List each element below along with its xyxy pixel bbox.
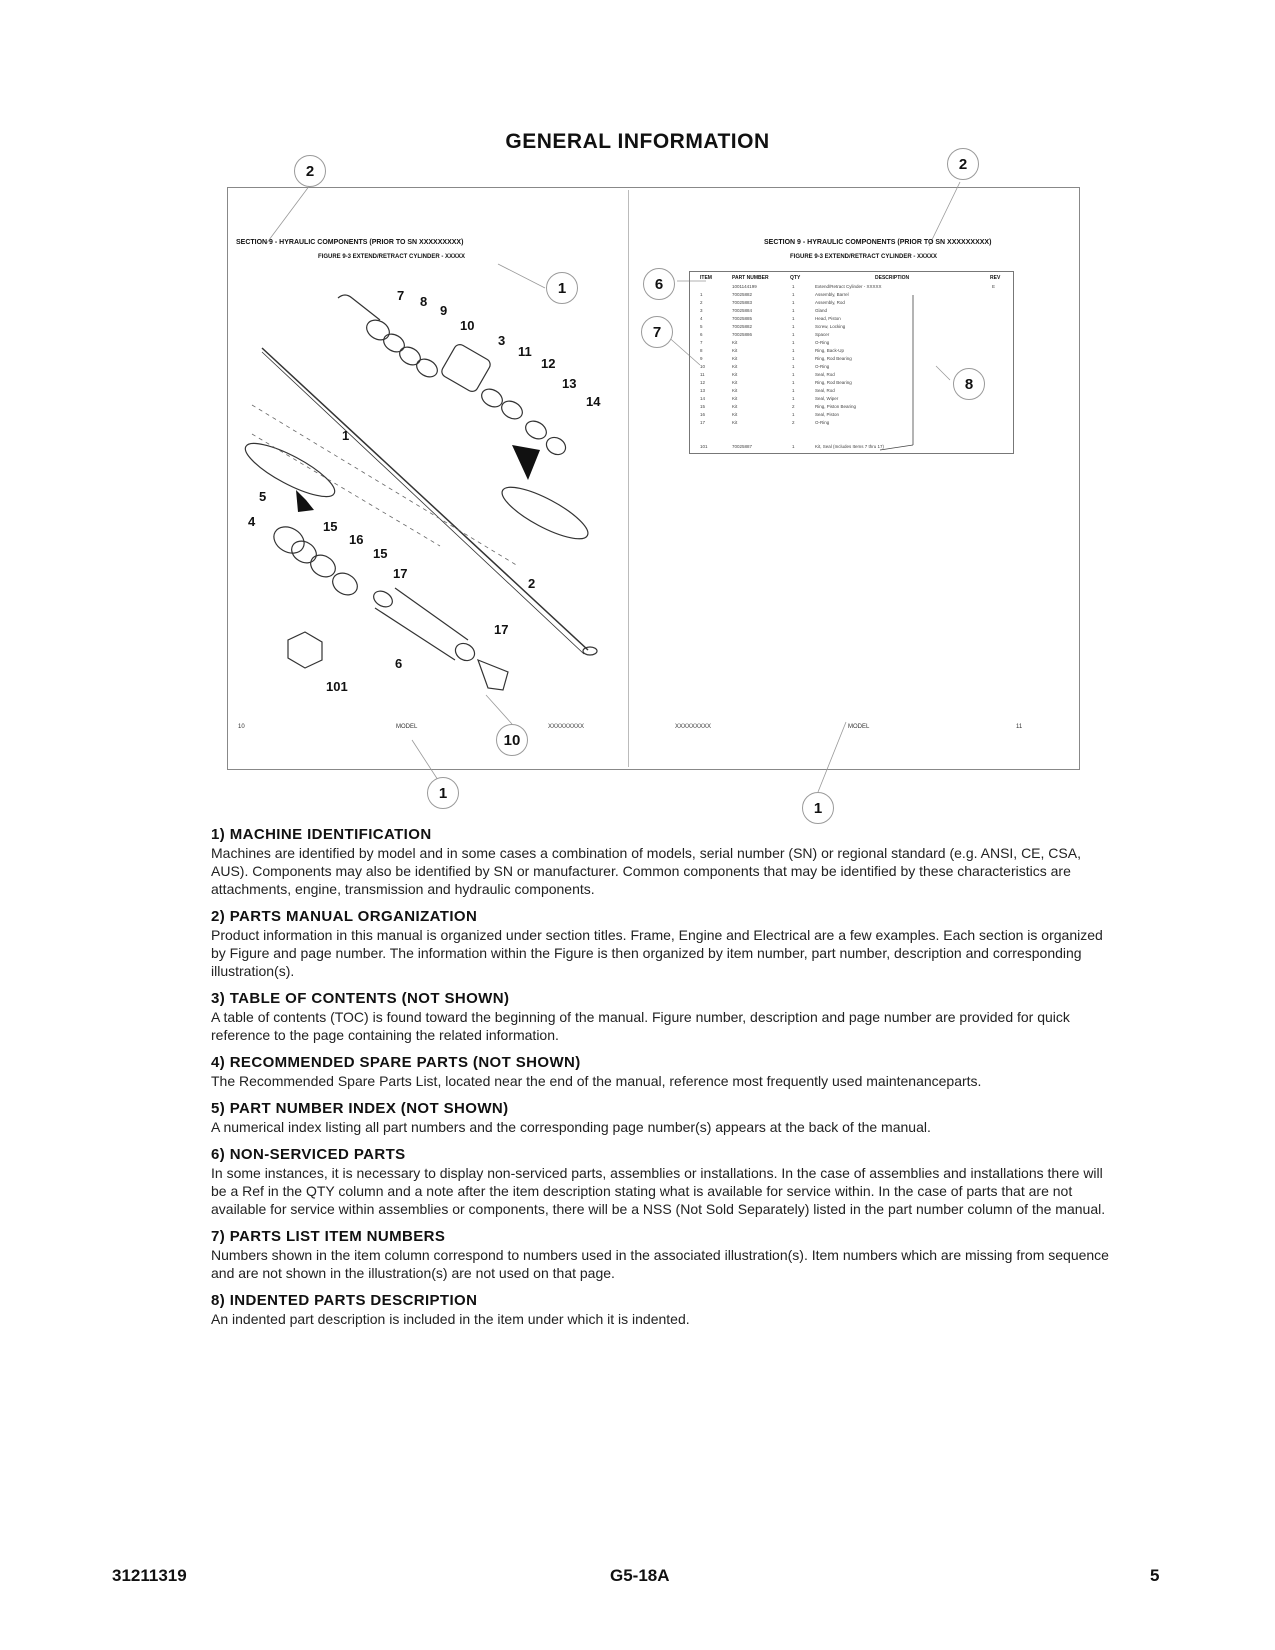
table-cell: 5 <box>700 324 703 329</box>
table-cell: Ring, Rod Bearing <box>815 356 852 361</box>
table-cell: 9 <box>700 356 703 361</box>
table-cell: 6 <box>700 332 703 337</box>
section-parts-list-item-numbers <box>211 1228 1111 1282</box>
section-heading: 1) MACHINE IDENTIFICATION <box>211 826 432 843</box>
table-cell: 14 <box>700 396 706 401</box>
table-cell: 1 <box>792 292 795 297</box>
right-footer-code: XXXXXXXXX <box>675 724 712 730</box>
table-cell: Kit <box>732 412 738 417</box>
table-cell: Screw, Locking <box>815 324 846 329</box>
section-body: In some instances, it is necessary to display non-serviced parts, assemblies or installations. In the case of assemblies and installations there will be a Ref in the QTY column and a note after the item description stating what is available for service within. In the case of parts that are not available for service within assemblies or components, there will be a NSS (Not Sold Separately) listed in the part number column of the manual. <box>211 1165 1106 1217</box>
table-cell: 1 <box>792 348 795 353</box>
table-cell: 70025886 <box>732 332 753 337</box>
item-number: 3 <box>498 333 506 348</box>
item-number: 6 <box>395 656 403 671</box>
section-table-of-contents <box>211 990 1111 1044</box>
section-body: Machines are identified by model and in some cases a combination of models, serial number (SN) or regional standard (e.g. ANSI, CE, CSA, AUS). Components may also be identified by SN or manufacturer. Common components that may be identified by these characteristics are attachments, engine, transmission and hydraulic components. <box>211 845 1081 897</box>
parts-list-table <box>689 271 1014 454</box>
footer-doc-number: 31211319 <box>112 1566 187 1585</box>
section-body: A table of contents (TOC) is found toward the beginning of the manual. Figure number, description and page number are provided for quick reference to the page containing the related information. <box>211 1009 1070 1043</box>
item-number: 9 <box>440 303 448 318</box>
table-cell: O-Ring <box>815 340 830 345</box>
footer-model: G5-18A <box>610 1566 670 1585</box>
section-parts-manual-organization <box>211 908 1111 980</box>
table-cell: 15 <box>700 404 706 409</box>
table-cell: Assembly, Barrel <box>815 292 849 297</box>
table-header-rev: REV <box>990 275 1001 281</box>
table-cell: Ring, Piston Bearing <box>815 404 857 409</box>
callout-bubble: 2 <box>947 148 979 180</box>
table-cell: Seal, Wiper <box>815 396 839 401</box>
table-cell: Kit <box>732 420 738 425</box>
item-number: 5 <box>259 489 267 504</box>
table-cell: 70025884 <box>732 308 753 313</box>
section-heading: 6) NON-SERVICED PARTS <box>211 1146 406 1163</box>
table-cell: 101 <box>700 444 708 449</box>
item-number: 4 <box>248 514 256 529</box>
table-cell: Head, Piston <box>815 316 841 321</box>
table-cell: 11 <box>700 372 705 377</box>
section-body: Numbers shown in the item column correspond to numbers used in the associated illustration(s). Item numbers which are missing from sequence and are not shown in the illustration(s) are not used on that page. <box>211 1247 1109 1281</box>
table-cell: Seal, Piston <box>815 412 840 417</box>
table-cell: 1 <box>792 340 795 345</box>
table-cell: 2 <box>700 300 703 305</box>
table-cell: 7 <box>700 340 703 345</box>
section-heading: 5) PART NUMBER INDEX (NOT SHOWN) <box>211 1100 509 1117</box>
item-number: 13 <box>562 376 577 391</box>
item-number: 101 <box>326 679 348 694</box>
table-cell: 70025885 <box>732 316 753 321</box>
right-footer-page: 11 <box>1016 724 1023 730</box>
item-number: 2 <box>528 576 536 591</box>
table-cell: Seal, Rod <box>815 372 835 377</box>
section-heading: 7) PARTS LIST ITEM NUMBERS <box>211 1228 446 1245</box>
item-number: 15 <box>373 546 388 561</box>
callout-bubble: 8 <box>953 368 985 400</box>
table-cell: 70025882 <box>732 292 753 297</box>
table-cell: Spacer <box>815 332 830 337</box>
table-cell: Kit <box>732 340 738 345</box>
table-cell: 4 <box>700 316 703 321</box>
table-cell: 1 <box>792 324 795 329</box>
left-footer-code: XXXXXXXXX <box>548 724 585 730</box>
footer-page-number: 5 <box>1150 1566 1160 1585</box>
callout-bubble: 7 <box>641 316 673 348</box>
table-cell: Extend/Retract Cylinder - XXXXX <box>815 284 882 289</box>
item-number: 10 <box>460 318 475 333</box>
item-number: 17 <box>494 622 509 637</box>
section-heading: 8) INDENTED PARTS DESCRIPTION <box>211 1292 478 1309</box>
section-machine-identification <box>211 826 1111 898</box>
section-heading: 2) PARTS MANUAL ORGANIZATION <box>211 908 478 925</box>
item-number: 11 <box>518 344 532 359</box>
callout-bubble: 1 <box>546 272 578 304</box>
left-section-title: SECTION 9 - HYRAULIC COMPONENTS (PRIOR TO SN XXXXXXXXX) <box>236 239 464 246</box>
table-cell: 1 <box>700 292 703 297</box>
right-section-title: SECTION 9 - HYRAULIC COMPONENTS (PRIOR TO SN XXXXXXXXX) <box>764 239 992 246</box>
table-cell: 1 <box>792 364 795 369</box>
table-cell: 12 <box>700 380 706 385</box>
table-cell: 1001144199 <box>732 284 757 289</box>
table-cell: 1 <box>792 444 795 449</box>
section-body: An indented part description is included in the item under which it is indented. <box>211 1311 690 1327</box>
left-footer-page: 10 <box>238 724 245 730</box>
table-cell: 1 <box>792 284 795 289</box>
table-cell: Seal, Rod <box>815 388 835 393</box>
section-indented-parts-description <box>211 1292 1111 1328</box>
section-body: Product information in this manual is organized under section titles. Frame, Engine and Electrical are a few examples. Each section is organized by Figure and page number. The information within the Figure is then organized by item number, part number, description and corresponding illustration(s). <box>211 927 1103 979</box>
section-heading: 3) TABLE OF CONTENTS (NOT SHOWN) <box>211 990 510 1007</box>
item-number: 7 <box>397 288 405 303</box>
table-header-item: ITEM <box>700 275 712 281</box>
table-cell: 70025883 <box>732 300 753 305</box>
table-cell: 8 <box>700 348 703 353</box>
table-cell: Kit <box>732 356 738 361</box>
info-sections <box>211 826 1111 1338</box>
callout-bubble: 2 <box>294 155 326 187</box>
table-cell: Kit <box>732 372 738 377</box>
table-cell: Kit <box>732 388 738 393</box>
table-cell: Ring, Back-Up <box>815 348 845 353</box>
right-footer-model: MODEL <box>848 724 870 730</box>
table-header-part-number: PART NUMBER <box>732 275 769 281</box>
table-cell: 17 <box>700 420 706 425</box>
table-cell: 1 <box>792 412 795 417</box>
table-cell: 70025882 <box>732 324 753 329</box>
table-cell: E <box>992 284 996 289</box>
table-cell: 1 <box>792 316 795 321</box>
table-cell: 1 <box>792 308 795 313</box>
table-cell: 70025887 <box>732 444 753 449</box>
table-cell: 13 <box>700 388 706 393</box>
table-cell: 2 <box>792 420 795 425</box>
table-cell: 2 <box>792 404 795 409</box>
table-cell: 1 <box>792 388 795 393</box>
section-body: The Recommended Spare Parts List, located near the end of the manual, reference most frequently used maintenanceparts. <box>211 1073 982 1089</box>
item-number: 16 <box>349 532 364 547</box>
table-cell: 16 <box>700 412 706 417</box>
section-part-number-index <box>211 1100 1111 1136</box>
table-cell: 1 <box>792 372 795 377</box>
callout-bubble: 6 <box>643 268 675 300</box>
item-number: 15 <box>323 519 338 534</box>
right-figure-title: FIGURE 9-3 EXTEND/RETRACT CYLINDER - XXXXX <box>790 254 938 260</box>
page-title: GENERAL INFORMATION <box>505 130 770 153</box>
table-header-qty: QTY <box>790 275 801 281</box>
table-cell: Kit <box>732 364 738 369</box>
table-cell: 10 <box>700 364 706 369</box>
item-number: 17 <box>393 566 408 581</box>
section-recommended-spare-parts <box>211 1054 1111 1090</box>
callout-bubble: 10 <box>496 724 528 756</box>
table-cell: 1 <box>792 332 795 337</box>
table-cell: 1 <box>792 396 795 401</box>
item-number: 12 <box>541 356 556 371</box>
table-cell: Kit <box>732 348 738 353</box>
table-cell: Kit, Seal (Includes Items 7 thru 17) <box>815 444 885 449</box>
table-cell: 3 <box>700 308 703 313</box>
table-cell: Kit <box>732 380 738 385</box>
table-header-description: DESCRIPTION <box>875 275 910 281</box>
left-footer-model: MODEL <box>396 724 418 730</box>
table-cell: Gland <box>815 308 828 313</box>
callout-bubble: 1 <box>427 777 459 809</box>
item-number: 1 <box>342 428 350 443</box>
section-body: A numerical index listing all part numbers and the corresponding page number(s) appears at the back of the manual. <box>211 1119 931 1135</box>
table-cell: Ring, Rod Bearing <box>815 380 852 385</box>
section-heading: 4) RECOMMENDED SPARE PARTS (NOT SHOWN) <box>211 1054 581 1071</box>
left-figure-title: FIGURE 9-3 EXTEND/RETRACT CYLINDER - XXXXX <box>318 254 466 260</box>
item-number: 14 <box>586 394 601 409</box>
section-non-serviced-parts <box>211 1146 1111 1218</box>
table-cell: Kit <box>732 396 738 401</box>
table-cell: O-Ring <box>815 420 830 425</box>
table-cell: Assembly, Rod <box>815 300 845 305</box>
item-number: 8 <box>420 294 428 309</box>
table-cell: 1 <box>792 300 795 305</box>
table-cell: 1 <box>792 380 795 385</box>
table-cell: O-Ring <box>815 364 830 369</box>
table-cell: 1 <box>792 356 795 361</box>
table-cell: Kit <box>732 404 738 409</box>
callout-bubble: 1 <box>802 792 834 824</box>
